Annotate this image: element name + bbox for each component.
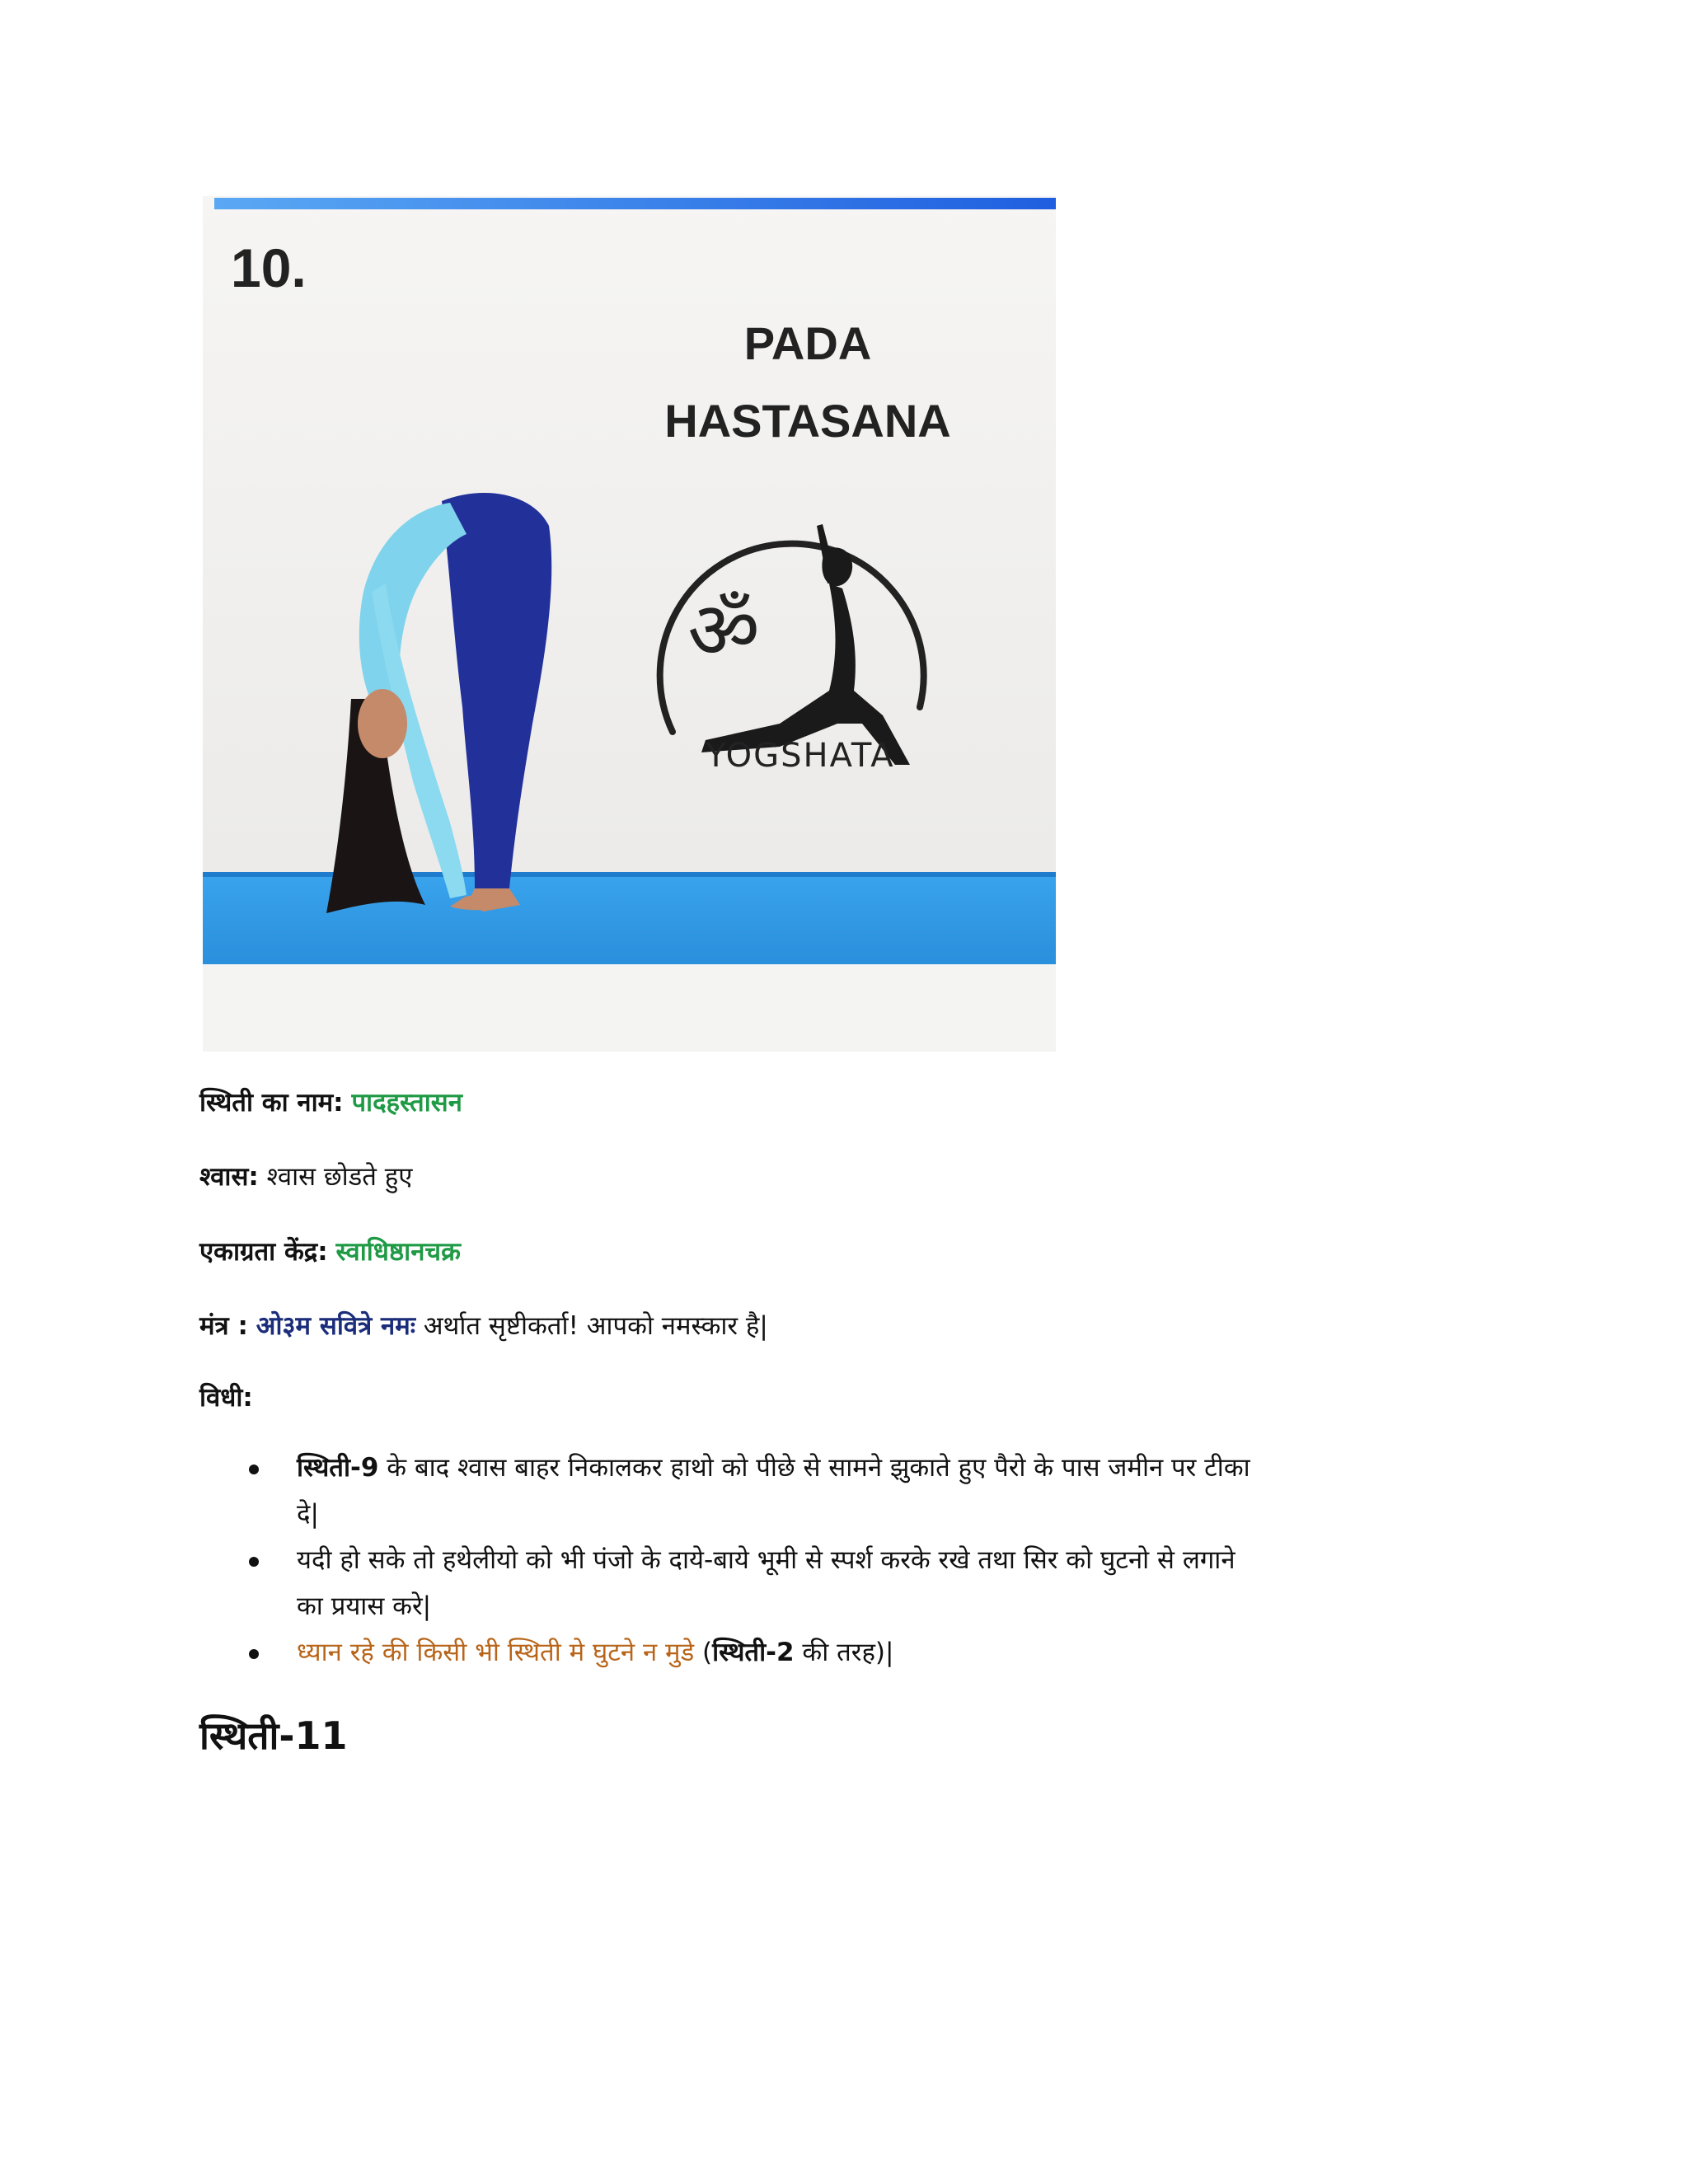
pada-hastasana-image [203, 196, 1056, 1052]
list-item [199, 1537, 1485, 1629]
bullet-icon [249, 1557, 259, 1567]
mantra-meaning: अर्थात सृष्टीकर्ता! आपको नमस्कार है| [423, 1311, 768, 1341]
mantra-value: ओ३म सवित्रे नमः [256, 1311, 415, 1341]
method-row [199, 1380, 253, 1416]
breath-label: श्वास: [199, 1162, 259, 1192]
next-section-heading: स्थिती-11 [199, 1713, 348, 1758]
posture-name-row [199, 1085, 462, 1121]
top-bar [214, 198, 1056, 209]
steps-list [199, 1445, 1485, 1675]
posture-name-value: पादहस्तासन [351, 1088, 462, 1118]
step1-text: के बाद श्वास बाहर निकालकर हाथो को पीछे से सामने झुकाते हुए पैरो के पास जमीन पर टीका [387, 1453, 1250, 1483]
step1-ref: स्थिती-9 [297, 1453, 379, 1483]
logo-text: YOGSHATA [706, 737, 895, 775]
focus-row [199, 1234, 461, 1270]
om-symbol: ॐ [687, 584, 760, 677]
mantra-row [199, 1308, 768, 1344]
step3-open: ( [702, 1638, 713, 1667]
step2-text-cont: का प्रयास करे| [297, 1591, 432, 1621]
posture-name-label: स्थिती का नाम: [199, 1088, 344, 1118]
pose-number: 10. [231, 237, 307, 298]
mantra-label: मंत्र : [199, 1311, 248, 1341]
yoga-mat [203, 872, 1056, 964]
focus-value: स्वाधिष्ठानचक्र [335, 1237, 461, 1267]
bullet-icon [249, 1465, 259, 1474]
step3-ref: स्थिती-2 [712, 1638, 795, 1667]
step3-warning: ध्यान रहे की किसी भी स्थिती मे घुटने न मुडे [297, 1638, 695, 1667]
breath-value: श्वास छोडते हुए [266, 1162, 413, 1192]
list-item [199, 1629, 1485, 1675]
breath-row [199, 1159, 412, 1195]
step2-text: यदी हो सके तो हथेलीयो को भी पंजो के दाये-बाये भूमी से स्पर्श करके रखे तथा सिर को घुटनो से लगाने [297, 1545, 1236, 1575]
focus-label: एकाग्रता केंद्र: [199, 1237, 328, 1267]
pose-title-line1: PADA [743, 317, 872, 369]
method-label: विधी: [199, 1383, 253, 1413]
list-item [199, 1445, 1485, 1537]
step1-text-cont: दे| [297, 1499, 319, 1529]
step3-close: की तरह)| [802, 1638, 894, 1667]
bullet-icon [249, 1649, 259, 1659]
pose-title-line2: HASTASANA [664, 395, 951, 447]
